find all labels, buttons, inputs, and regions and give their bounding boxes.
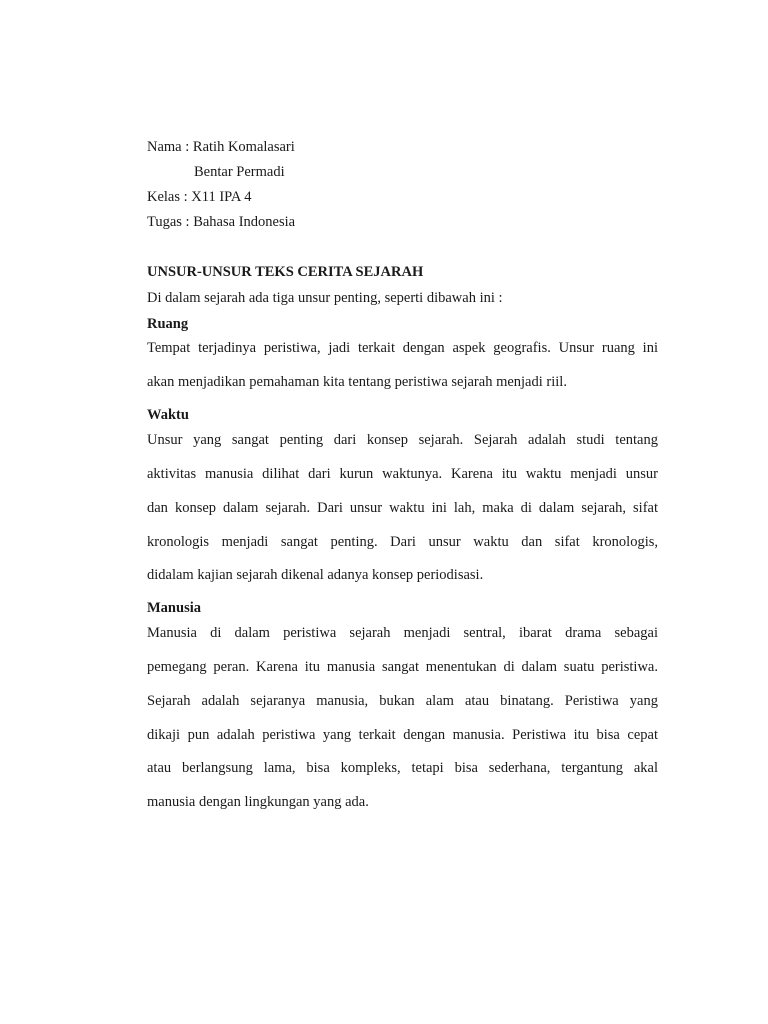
paragraph-line: Manusia di dalam peristiwa sejarah menjadi sentral, ibarat drama sebagai — [147, 625, 658, 641]
paragraph-line: didalam kajian sejarah dikenal adanya konsep periodisasi. — [147, 567, 484, 583]
paragraph-line: pemegang peran. Karena itu manusia sangat menentukan di dalam suatu peristiwa. — [147, 659, 658, 675]
task-line: Tugas : Bahasa Indonesia — [147, 214, 296, 230]
paragraph-line: Unsur yang sangat penting dari konsep sejarah. Sejarah adalah studi tentang — [147, 432, 658, 448]
paragraph-line: atau berlangsung lama, bisa kompleks, tetapi bisa sederhana, tergantung akal — [147, 760, 658, 776]
paragraph-line: Sejarah adalah sejaranya manusia, bukan alam atau binatang. Peristiwa yang — [147, 693, 658, 709]
paragraph-line: dan konsep dalam sejarah. Dari unsur waktu ini lah, maka di dalam sejarah, sifat — [147, 500, 658, 516]
document-title: UNSUR-UNSUR TEKS CERITA SEJARAH — [147, 264, 424, 280]
class-line: Kelas : X11 IPA 4 — [147, 189, 252, 205]
paragraph-line: aktivitas manusia dilihat dari kurun waktunya. Karena itu waktu menjadi unsur — [147, 466, 658, 482]
section-heading-manusia: Manusia — [147, 600, 201, 616]
section-heading-waktu: Waktu — [147, 407, 189, 423]
paragraph-line: Tempat terjadinya peristiwa, jadi terkait dengan aspek geografis. Unsur ruang ini — [147, 340, 658, 356]
paragraph-line: kronologis menjadi sangat penting. Dari unsur waktu dan sifat kronologis, — [147, 534, 658, 550]
section-heading-ruang: Ruang — [147, 316, 189, 332]
paragraph-line: dikaji pun adalah peristiwa yang terkait dengan manusia. Peristiwa itu bisa cepat — [147, 727, 658, 743]
name-line: Nama : Ratih Komalasari — [147, 139, 295, 155]
paragraph-line: manusia dengan lingkungan yang ada. — [147, 794, 369, 810]
name-line-2: Bentar Permadi — [194, 164, 285, 180]
intro-text: Di dalam sejarah ada tiga unsur penting, seperti dibawah ini : — [147, 290, 503, 306]
paragraph-line: akan menjadikan pemahaman kita tentang peristiwa sejarah menjadi riil. — [147, 374, 567, 390]
